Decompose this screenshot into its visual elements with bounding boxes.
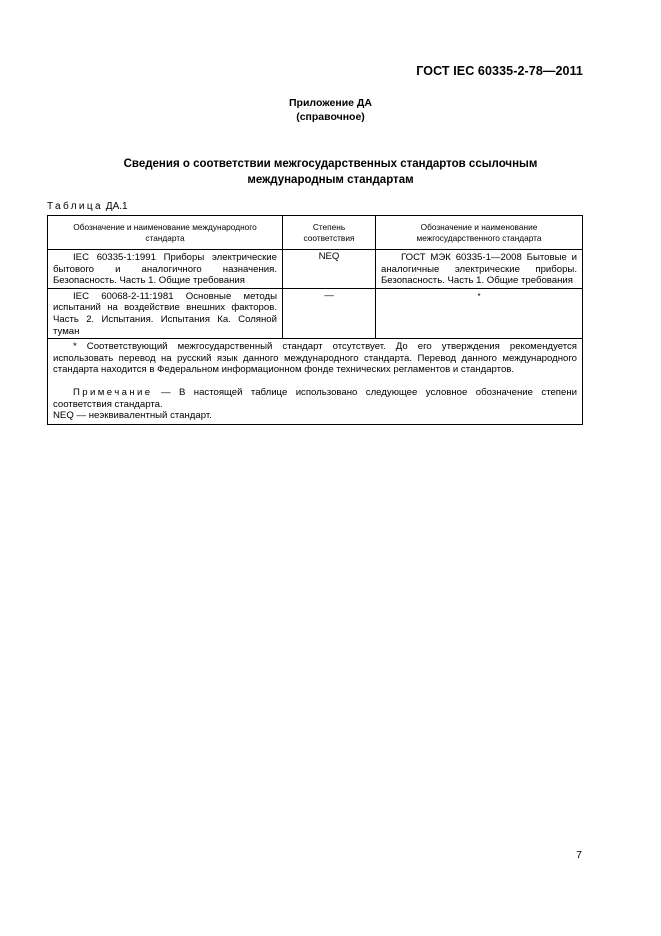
section-title: [95, 156, 566, 188]
header-intl-standard: [48, 216, 283, 250]
cell-intl-standard: IEC 60335-1:1991 Приборы электрические бытового и аналогичного назначения. Безопасность. Часть 1. Общие требования: [48, 250, 283, 289]
header-degree: [283, 216, 376, 250]
table-label: [47, 201, 128, 212]
table-notes-row: [48, 339, 583, 425]
document-code: ГОСТ IEC 60335-2-78—2011: [416, 64, 583, 78]
correspondence-table: [47, 215, 583, 425]
header-degree-line2: соответствия: [303, 232, 355, 243]
appendix-title: Приложение ДА: [289, 97, 372, 109]
section-title-line1: Сведения о соответствии межгосударственных стандартов ссылочным: [123, 158, 538, 170]
table-label-number: ДА.1: [103, 201, 128, 212]
table-header-row: [48, 216, 583, 250]
header-intl-line1: Обозначение и наименование международного: [73, 221, 257, 232]
footnote: * Соответствующий межгосударственный стандарт отсутствует. До его утверждения рекомендуется использовать перевод на русский язык данного международного стандарта. Перевод данного международного стандарта находится в Федеральном информационном фонде технических регламентов и стандартов.: [53, 341, 577, 376]
header-interstate-line2: межгосударственного стандарта: [416, 232, 542, 243]
cell-intl-standard: IEC 60068-2-11:1981 Основные методы испытаний на воздействие внешних факторов. Часть 2. Испытания. Испытания Ка. Соляной туман: [48, 288, 283, 338]
section-title-line2: международным стандартам: [247, 174, 414, 186]
note: [53, 387, 577, 410]
header-interstate-standard: [376, 216, 583, 250]
note-text: — В настоящей таблице использовано следующее условное обозначение степени соответствия стандарта.: [53, 386, 577, 410]
cell-degree: —: [283, 288, 376, 338]
header-interstate-line1: Обозначение и наименование: [420, 221, 538, 232]
header-degree-line1: Степень: [312, 221, 346, 232]
cell-interstate-standard: ГОСТ МЭК 60335-1—2008 Бытовые и аналогичные электрические приборы. Безопасность. Часть 1. Общие требования: [376, 250, 583, 289]
cell-degree: NEQ: [283, 250, 376, 289]
appendix-heading: [0, 96, 661, 124]
table-notes-cell: [48, 339, 583, 425]
note-label: Примечание: [73, 386, 153, 398]
table-row: [48, 288, 583, 338]
note-legend: NEQ — неэквивалентный стандарт.: [53, 410, 212, 422]
header-intl-line2: стандарта: [145, 232, 185, 243]
appendix-subtitle: (справочное): [296, 111, 365, 123]
table-row: [48, 250, 583, 289]
table-label-word: Таблица: [47, 201, 104, 212]
page-number: 7: [576, 849, 582, 861]
cell-interstate-standard: *: [376, 288, 583, 338]
